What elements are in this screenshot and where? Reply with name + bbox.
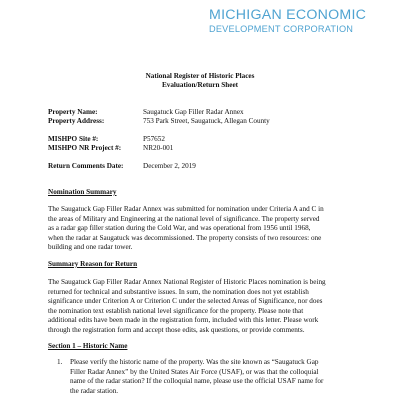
paragraph-line: the areas of Military and Engineering at the national level of significance. The property served [48, 214, 320, 223]
return-date-value: December 2, 2019 [143, 162, 196, 170]
paragraph-line: significance under Criterion A or Criterion C under the selected Areas of Significance, nor does [48, 297, 323, 306]
project-number-value: NR20-001 [143, 144, 174, 152]
site-number-label: MISHPO Site #: [48, 135, 99, 143]
property-name-value: Saugatuck Gap Filler Radar Annex [143, 108, 244, 116]
list-item-line: Please verify the historic name of the property. Was the site known as “Saugatuck Gap [70, 358, 319, 366]
property-address-value: 753 Park Street, Saugatuck, Allegan County [143, 117, 270, 125]
reason-for-return-heading: Summary Reason for Return [48, 260, 138, 268]
property-address-label: Property Address: [48, 117, 105, 125]
paragraph-line: building and one radar tower. [48, 243, 133, 252]
paragraph-line: as a radar gap filler station during the Cold War, and was operational from 1956 until 1968, [48, 224, 311, 233]
document-subtitle: Evaluation/Return Sheet [161, 81, 239, 89]
paragraph-line: The Saugatuck Gap Filler Radar Annex was submitted for nomination under Criteria A and C in [48, 205, 324, 213]
paragraph-line: returned for technical and substantive issues. In sum, the nomination does not yet establish [48, 287, 309, 296]
list-item-line: the radar station. [70, 386, 119, 395]
mi-economic-development-logo [209, 8, 379, 34]
paragraph-line: additional edits have been made in the registration form, included with this letter. Please work [48, 316, 319, 325]
reason-for-return-paragraph [48, 278, 370, 336]
logo-line-2: DEVELOPMENT CORPORATION [209, 24, 354, 35]
paragraph-line: The Saugatuck Gap Filler Radar Annex National Register of Historic Places nomination is being [48, 278, 326, 286]
logo-line-1: MICHIGAN ECONOMIC [209, 7, 367, 23]
list-item [70, 358, 370, 396]
nomination-summary-paragraph [48, 205, 370, 253]
list-item-number: 1. [57, 358, 63, 366]
document-title: National Register of Historic Places [145, 72, 255, 80]
list-item-line: name of the radar station? If the colloquial name, please use the official USAF name for [70, 377, 324, 386]
nomination-summary-heading: Nomination Summary [48, 188, 117, 196]
return-date-label: Return Comments Date: [48, 162, 124, 170]
site-number-value: P57652 [143, 135, 165, 143]
paragraph-line: the nomination text establish national level significance for the property. Please note that [48, 306, 304, 315]
section-1-heading: Section 1 – Historic Name [48, 342, 128, 350]
project-number-label: MISHPO NR Project #: [48, 144, 122, 152]
paragraph-line: through the registration form and accept those edits, ask questions, or provide comments. [48, 325, 305, 334]
property-name-label: Property Name: [48, 108, 98, 116]
list-item-line: Filler Radar Annex” by the United States Air Force (USAF), or was that the colloquial [70, 367, 319, 376]
paragraph-line: when the radar at Saugatuck was decommissioned. The property consists of two resources: one [48, 233, 322, 242]
